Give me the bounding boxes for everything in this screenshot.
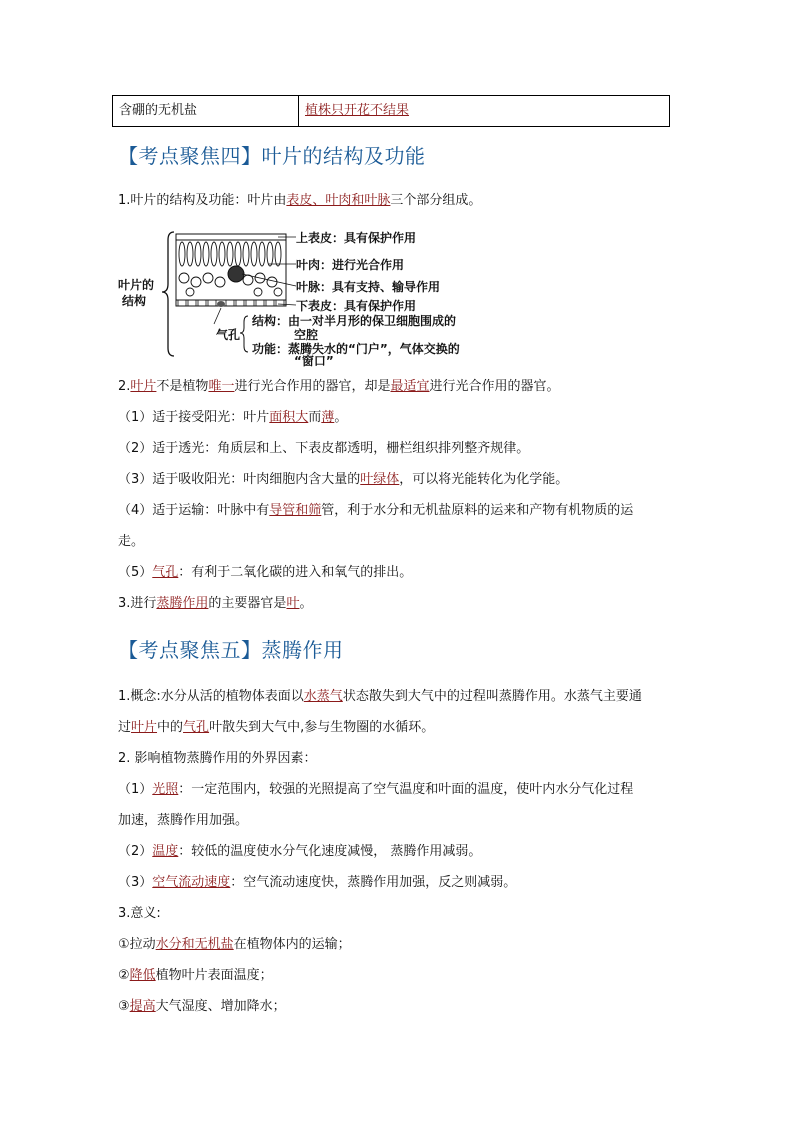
diagram-label-upper-epidermis: 上表皮：具有保护作用 [296, 231, 417, 245]
s4-paragraph-3: 3.进行蒸腾作用的主要器官是叶。 [118, 596, 313, 611]
diagram-label-structure: 结构 [122, 294, 147, 308]
s4-item-4: （4）适于运输：叶脉中有导管和筛管，利于水分和无机盐原料的运来和产物有机物质的运 [118, 503, 634, 518]
s5-paragraph-1: 1.概念:水分从活的植物体表面以水蒸气状态散失到大气中的过程叫蒸腾作用。水蒸气主要通 [118, 689, 642, 704]
s5-paragraph-1-cont: 过叶片中的气孔叶散失到大气中,参与生物圈的水循环。 [118, 720, 435, 735]
s5-paragraph-2: 2. 影响植物蒸腾作用的外界因素： [118, 751, 317, 766]
table-cell-symptom-text: 植株只开花不结果 [305, 103, 410, 118]
s5-meaning-1: ①拉动水分和无机盐在植物体内的运输； [118, 937, 351, 952]
s5-paragraph-3: 3.意义: [118, 906, 161, 921]
diagram-label-leaf: 叶片的 [118, 278, 155, 292]
diagram-label-stoma: 气孔 [216, 328, 241, 342]
diagram-label-mesophyll: 叶肉：进行光合作用 [296, 258, 405, 272]
s5-meaning-2: ②降低植物叶片表面温度； [118, 968, 273, 983]
diagram-label-stoma-structure: 结构：由一对半月形的保卫细胞围成的 [252, 314, 457, 328]
s5-item-2: （2）温度：较低的温度使水分气化速度减慢， 蒸腾作用减弱。 [118, 844, 482, 859]
diagram-label-stoma-function: 功能：蒸腾失水的“门户”，气体交换的 [252, 342, 460, 356]
s4-item-4-cont: 走。 [118, 534, 145, 549]
s4-item-3: （3）适于吸收阳光：叶肉细胞内含大量的叶绿体，可以将光能转化为化学能。 [118, 472, 569, 487]
s5-item-1-cont: 加速，蒸腾作用加强。 [118, 813, 249, 828]
diagram-label-stoma-function-cont: “窗口” [294, 354, 334, 368]
s5-meaning-3: ③提高大气湿度、增加降水； [118, 999, 286, 1014]
s5-item-3: （3）空气流动速度：空气流动速度快，蒸腾作用加强，反之则减弱。 [118, 875, 517, 890]
diagram-label-vein: 叶脉：具有支持、输导作用 [296, 280, 441, 294]
table-cell-nutrient: 含硼的无机盐 [113, 96, 299, 126]
diagram-label-stoma-structure-cont: 空腔 [294, 328, 319, 342]
s4-item-5: （5）气孔：有利于二氧化碳的进入和氧气的排出。 [118, 565, 413, 580]
s4-item-1: （1）适于接受阳光：叶片面积大而薄。 [118, 410, 348, 425]
diagram-label-lower-epidermis: 下表皮：具有保护作用 [296, 299, 417, 313]
s4-item-2: （2）适于透光：角质层和上、下表皮都透明，栅栏组织排列整齐规律。 [118, 441, 530, 456]
section-4-title: 【考点聚焦四】叶片的结构及功能 [118, 144, 426, 168]
section-5-title: 【考点聚焦五】蒸腾作用 [118, 638, 344, 662]
leaf-structure-diagram [118, 228, 518, 368]
info-table-row [112, 95, 670, 127]
s4-paragraph-1: 1.叶片的结构及功能：叶片由表皮、叶肉和叶脉三个部分组成。 [118, 193, 482, 208]
s5-item-1: （1）光照：一定范围内，较强的光照提高了空气温度和叶面的温度，使叶内水分气化过程 [118, 782, 634, 797]
table-cell-symptom [299, 96, 669, 126]
s4-paragraph-2: 2.叶片不是植物唯一进行光合作用的器官，却是最适宜进行光合作用的器官。 [118, 379, 560, 394]
